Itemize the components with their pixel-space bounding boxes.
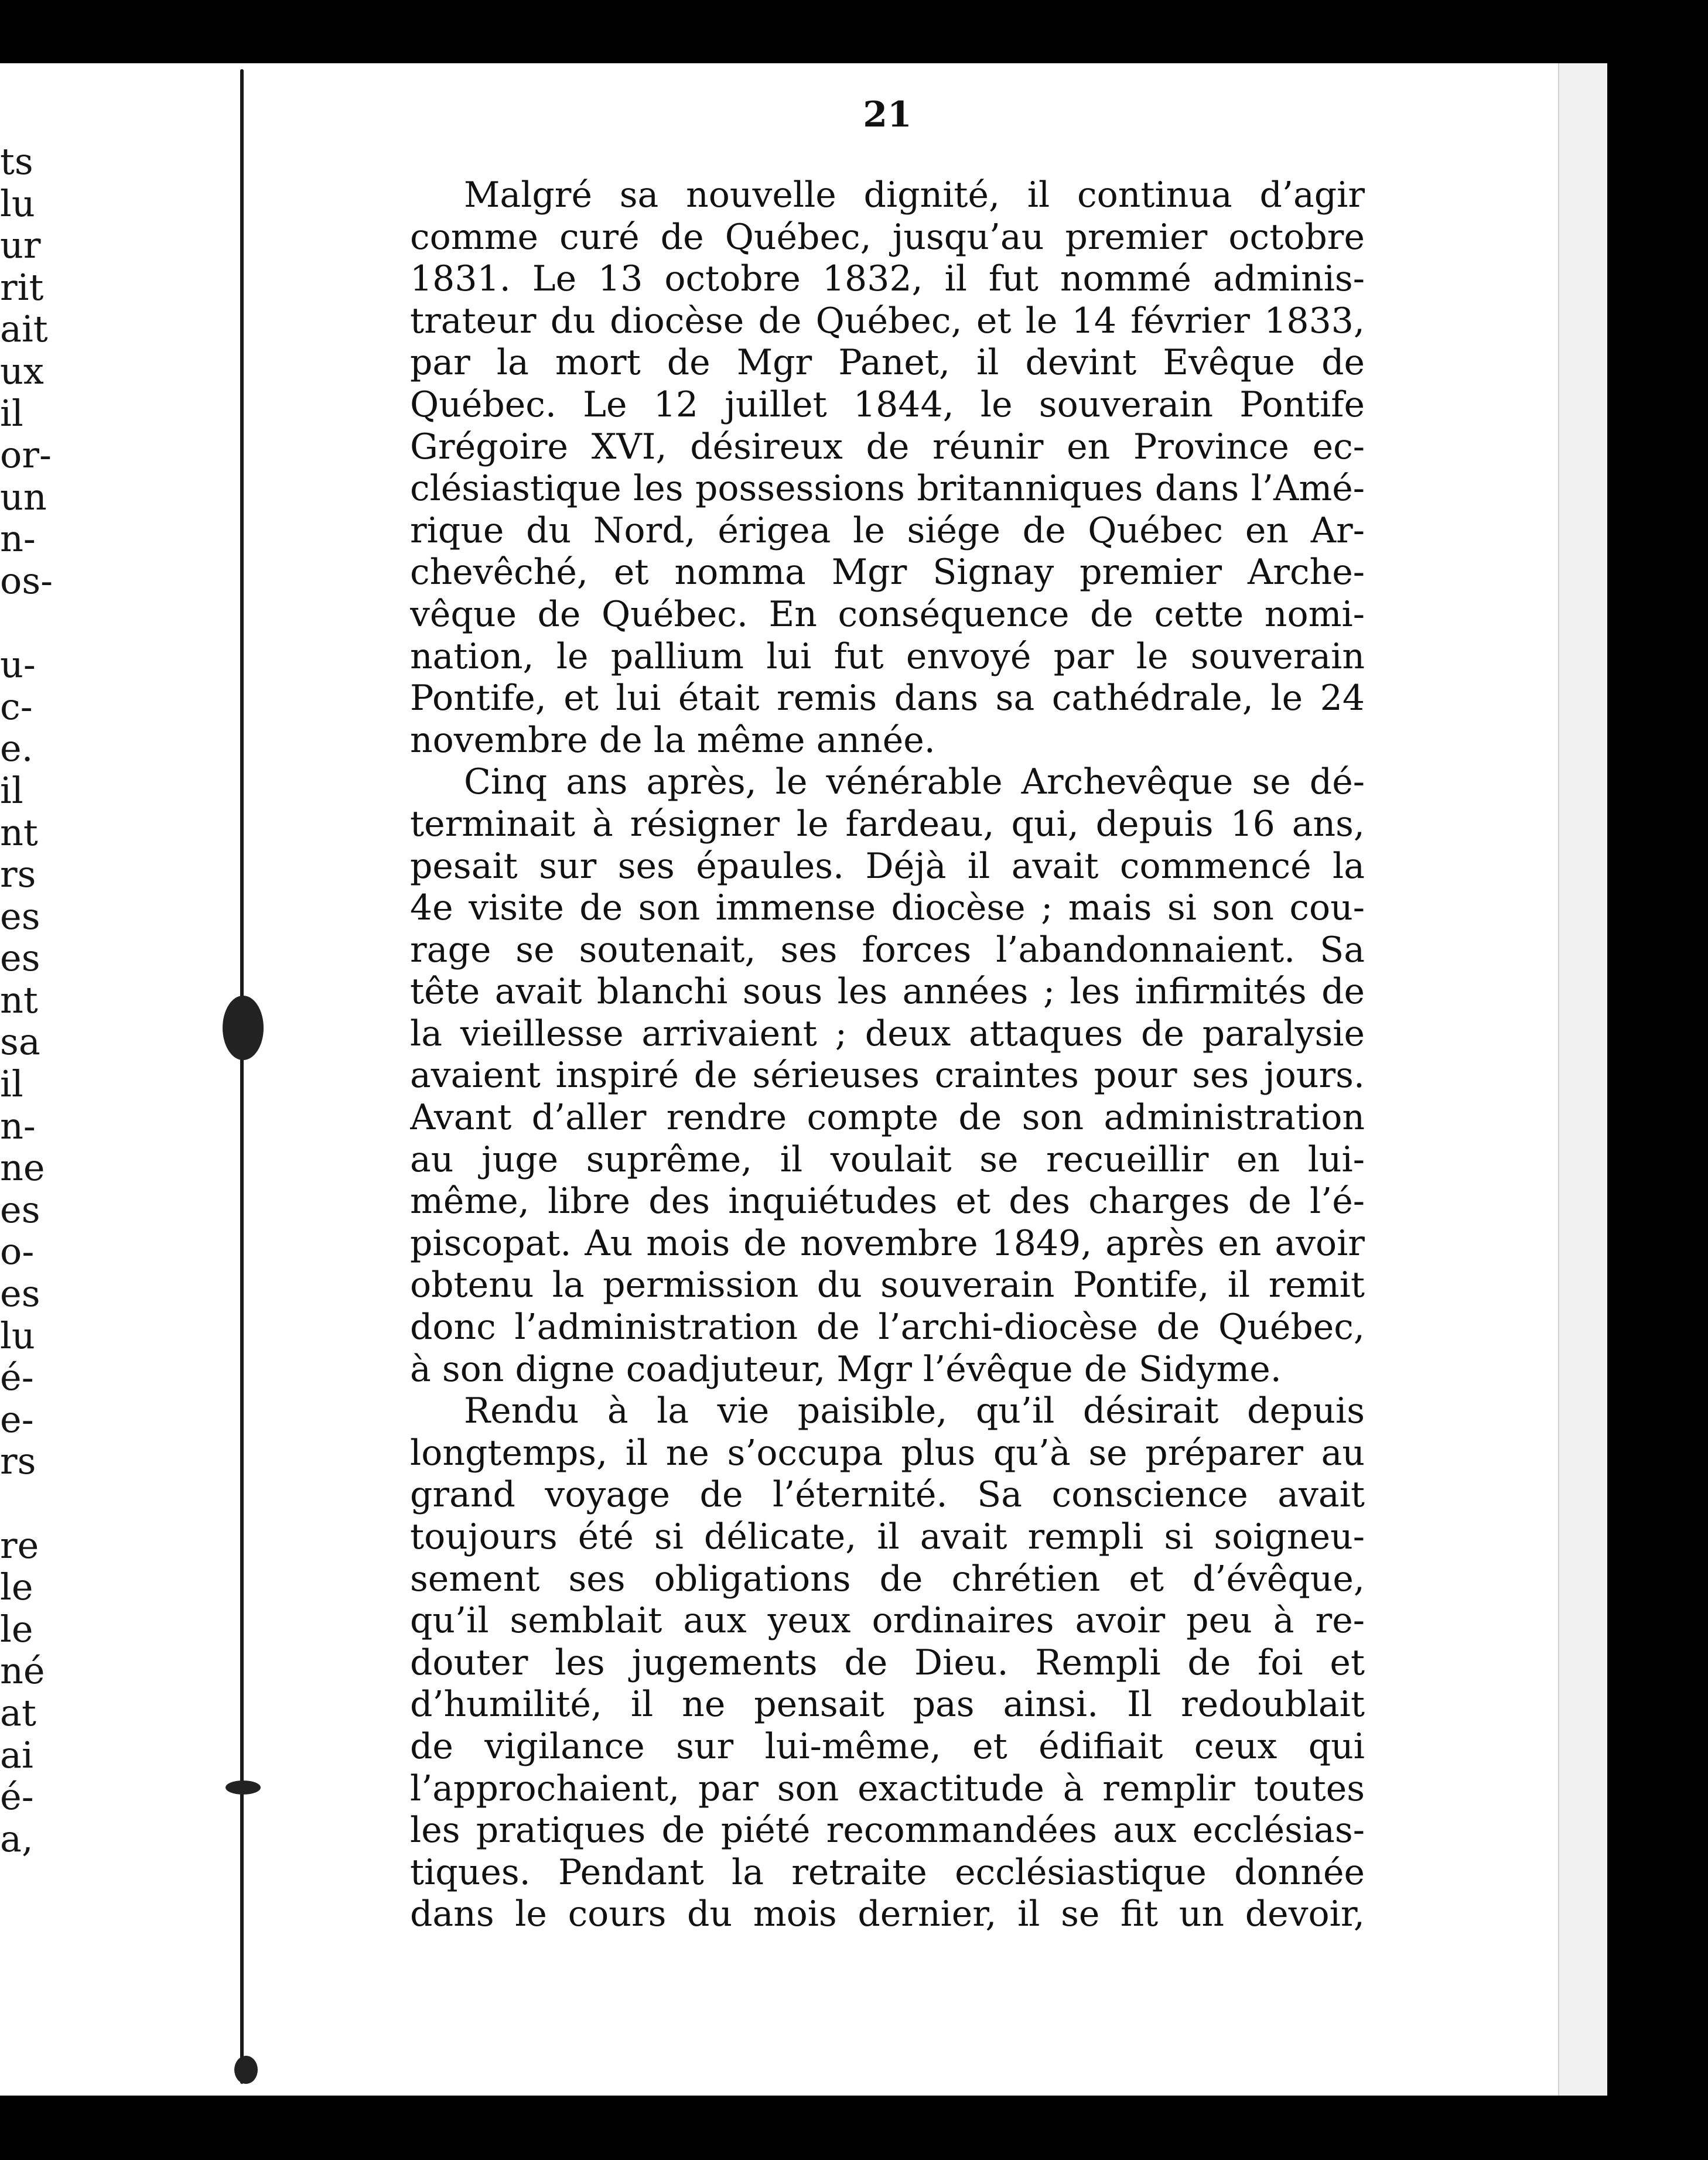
- text-line: novembre de la même année.: [410, 719, 935, 761]
- previous-page-fragment: rs: [0, 1440, 36, 1483]
- text-line: rique du Nord, érigea le siége de Québec en Ar-: [410, 510, 1365, 551]
- body-text: [410, 175, 1365, 1936]
- text-line: vêque de Québec. En conséquence de cette nomi-: [410, 593, 1365, 635]
- previous-page-fragment: ur: [0, 224, 41, 267]
- text-line: Avant d’aller rendre compte de son administration: [410, 1097, 1365, 1139]
- text-line: tête avait blanchi sous les années ; les infirmités de: [410, 971, 1365, 1013]
- previous-page-fragment: il: [0, 1062, 23, 1106]
- previous-page-fragment: n-: [0, 1104, 36, 1147]
- previous-page-fragment: n-: [0, 517, 36, 560]
- previous-page-fragment: [0, 602, 70, 644]
- previous-page-fragment: il: [0, 391, 23, 435]
- previous-page-fragment: at: [0, 1691, 36, 1734]
- text-line: dans le cours du mois dernier, il se fit un devoir,: [410, 1894, 1365, 1935]
- text-line: 1831. Le 13 octobre 1832, il fut nommé adminis-: [410, 258, 1365, 300]
- text-line: clésiastique les possessions britanniques dans l’Amé-: [410, 468, 1365, 510]
- previous-page-fragment: le: [0, 1566, 33, 1609]
- text-line: au juge suprême, il voulait se recueillir en lui-: [410, 1139, 1365, 1180]
- previous-page-fragment: rs: [0, 853, 36, 896]
- text-line: comme curé de Québec, jusqu’au premier octobre: [410, 216, 1365, 258]
- text-line: nation, le pallium lui fut envoyé par le souverain: [410, 635, 1365, 677]
- previous-page-fragment: il: [0, 768, 23, 812]
- page-number: 21: [863, 94, 912, 135]
- text-line: pesait sur ses épaules. Déjà il avait commencé la: [410, 845, 1365, 887]
- previous-page-fragment: é-: [0, 1356, 34, 1399]
- previous-page-fragment: lu: [0, 1314, 35, 1357]
- previous-page-fragment: o-: [0, 1230, 35, 1273]
- previous-page-fragment: os-: [0, 559, 53, 602]
- text-line: piscopat. Au mois de novembre 1849, après en avoir: [410, 1222, 1365, 1264]
- previous-page-fragment: nt: [0, 978, 38, 1021]
- text-line: Rendu à la vie paisible, qu’il désirait depuis: [464, 1390, 1365, 1432]
- text-line: rage se soutenait, ses forces l’abandonnaient. Sa: [410, 929, 1365, 970]
- text-line: longtemps, il ne s’occupa plus qu’à se préparer au: [410, 1432, 1365, 1474]
- text-line: 4e visite de son immense diocèse ; mais si son cou-: [410, 887, 1365, 929]
- text-line: toujours été si délicate, il avait rempli si soigneu-: [410, 1516, 1365, 1557]
- text-line: grand voyage de l’éternité. Sa conscience avait: [410, 1474, 1365, 1516]
- binding-blot: [234, 2056, 258, 2084]
- previous-page-fragment: ait: [0, 307, 48, 351]
- book-page: [410, 88, 1365, 1936]
- text-line: sement ses obligations de chrétien et d’évêque,: [410, 1558, 1365, 1600]
- previous-page-fragment: e-: [0, 1397, 34, 1441]
- text-line: à son digne coadjuteur, Mgr l’évêque de Sidyme.: [410, 1348, 1282, 1390]
- binding-blot: [223, 996, 264, 1060]
- previous-page-column: [0, 141, 70, 1860]
- binding-blot: [226, 1780, 261, 1795]
- previous-page-fragment: e.: [0, 727, 33, 770]
- previous-page-fragment: or-: [0, 433, 52, 477]
- text-line: tiques. Pendant la retraite ecclésiastique donnée: [410, 1851, 1365, 1893]
- previous-page-fragment: ts: [0, 140, 33, 183]
- previous-page-fragment: ne: [0, 1146, 45, 1190]
- text-line: douter les jugements de Dieu. Rempli de foi et: [410, 1642, 1365, 1683]
- text-line: Grégoire XVI, désireux de réunir en Province ec-: [410, 426, 1365, 467]
- text-line: donc l’administration de l’archi-diocèse de Québec,: [410, 1307, 1365, 1348]
- text-line: avaient inspiré de sérieuses craintes pour ses jours.: [410, 1055, 1365, 1096]
- previous-page-fragment: es: [0, 1188, 40, 1231]
- previous-page-fragment: ux: [0, 349, 44, 392]
- previous-page-fragment: é-: [0, 1775, 34, 1819]
- text-line: de vigilance sur lui-même, et édifiait ceux qui: [410, 1725, 1365, 1767]
- previous-page-fragment: re: [0, 1523, 39, 1567]
- previous-page-fragment: sa: [0, 1020, 40, 1064]
- text-line: Cinq ans après, le vénérable Archevêque se dé-: [464, 761, 1365, 803]
- previous-page-fragment: lu: [0, 182, 35, 225]
- text-line: même, libre des inquiétudes et des charges de l’é-: [410, 1181, 1365, 1222]
- text-line: obtenu la permission du souverain Pontife, il remit: [410, 1264, 1365, 1306]
- previous-page-fragment: u-: [0, 643, 36, 686]
- text-line: l’approchaient, par son exactitude à remplir toutes: [410, 1768, 1365, 1809]
- previous-page-fragment: es: [0, 1272, 40, 1315]
- previous-page-fragment: [0, 1482, 70, 1525]
- previous-page-fragment: ai: [0, 1733, 33, 1776]
- text-line: par la mort de Mgr Panet, il devint Evêque de: [410, 342, 1365, 384]
- previous-page-fragment: un: [0, 475, 47, 518]
- previous-page-fragment: es: [0, 894, 40, 938]
- text-line: d’humilité, il ne pensait pas ainsi. Il redoublait: [410, 1684, 1365, 1725]
- previous-page-fragment: a,: [0, 1817, 33, 1860]
- text-line: Pontife, et lui était remis dans sa cathédrale, le 24: [410, 678, 1365, 719]
- text-line: terminait à résigner le fardeau, qui, depuis 16 ans,: [410, 803, 1365, 845]
- previous-page-fragment: le: [0, 1607, 33, 1650]
- text-line: qu’il semblait aux yeux ordinaires avoir peu à re-: [410, 1600, 1365, 1642]
- previous-page-fragment: né: [0, 1649, 45, 1693]
- previous-page-fragment: es: [0, 937, 40, 980]
- text-line: chevêché, et nomma Mgr Signay premier Arche-: [410, 552, 1365, 593]
- text-line: Québec. Le 12 juillet 1844, le souverain Pontife: [410, 384, 1365, 425]
- previous-page-fragment: rit: [0, 265, 44, 309]
- page-edge: [1558, 63, 1607, 2096]
- text-line: les pratiques de piété recommandées aux ecclésias-: [410, 1810, 1365, 1851]
- previous-page-fragment: c-: [0, 685, 33, 728]
- text-line: trateur du diocèse de Québec, et le 14 février 1833,: [410, 300, 1365, 341]
- text-line: la vieillesse arrivaient ; deux attaques de paralysie: [410, 1013, 1365, 1054]
- text-line: Malgré sa nouvelle dignité, il continua d’agir: [464, 175, 1365, 216]
- previous-page-fragment: nt: [0, 811, 38, 854]
